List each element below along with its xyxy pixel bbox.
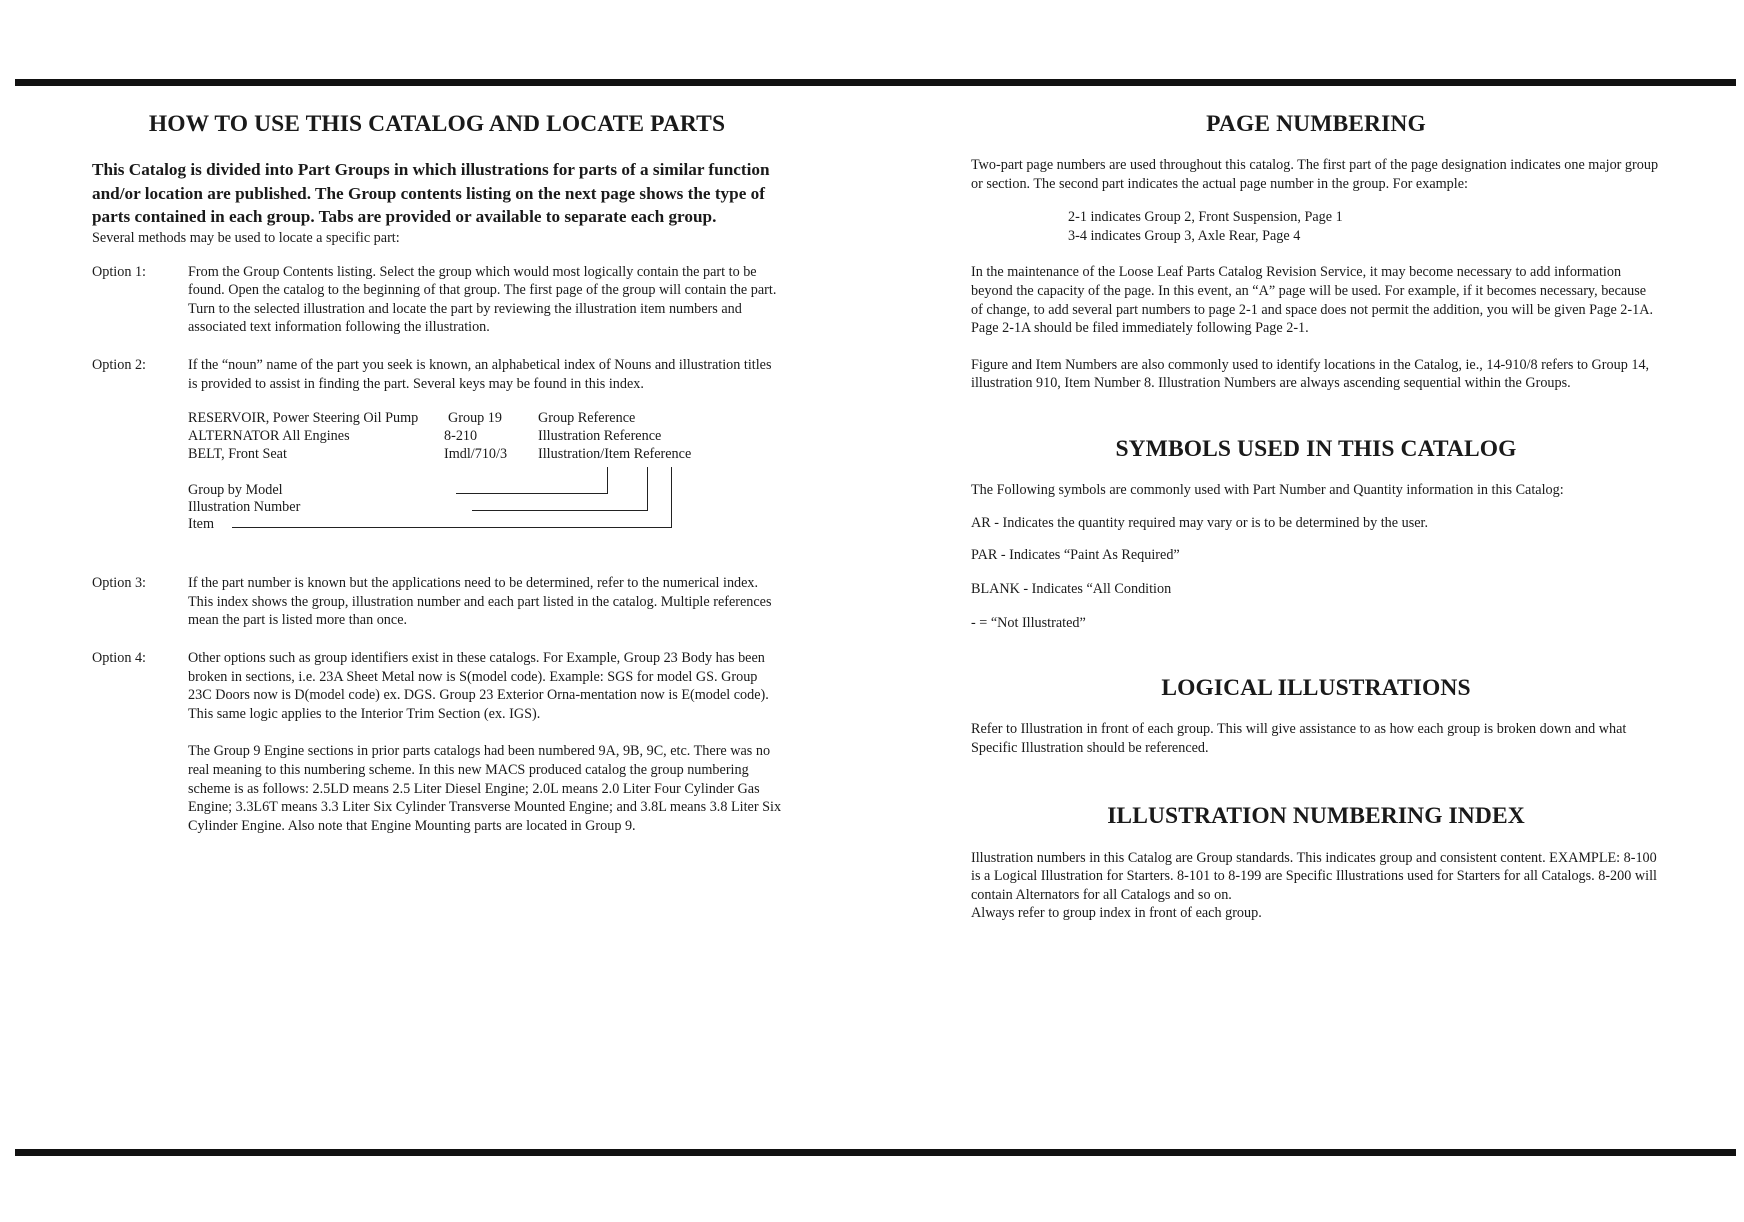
option-text: From the Group Contents listing. Select the group which would most logically contain the part to be found. Open the catalog to the beginning of that group. The first page of the group will contain the part. Turn to the selected illustration and locate the part by reviewing the illustration item numbers and associated text information following the illustration. [188,263,777,336]
leader-line [607,467,608,494]
numbering-index-note: Always refer to group index in front of each group. [971,905,1262,922]
symbol-item: BLANK - Indicates “All Condition [971,580,1172,597]
legend-key: Item [188,516,214,533]
legend-name: ALTERNATOR All Engines [188,428,350,445]
engine-sections-text: The Group 9 Engine sections in prior parts catalogs had been numbered 9A, 9B, 9C, etc. There was no real meaning to this numbering scheme. In this new MACS produced catalog the group numbering scheme is as follows: 2.5LD means 2.5 Liter Diesel Engine; 2.0L means 2.0 Liter Four Cylinder Gas Engine; 3.3L6T means 3.3 Liter Six Cylinder Transverse Mounted Engine; and 3.8L means 3.8 Liter Six Cylinder Engine. Also note that Engine Mounting parts are located in Group 9. [188,743,782,834]
legend-code: Imdl/710/3 [444,446,508,463]
legend-code: Group 19 [448,410,502,427]
option-1 [92,263,782,337]
legend-name: BELT, Front Seat [188,446,287,463]
option-2 [92,356,782,393]
legend-key: Group by Model [188,482,283,499]
symbols-title: SYMBOLS USED IN THIS CATALOG [1115,435,1517,462]
left-column [92,110,782,835]
option-label: Option 3: [92,575,146,592]
leader-line [472,510,647,511]
legend-ref: Group Reference [538,410,636,427]
illustration-numbering-index-title: ILLUSTRATION NUMBERING INDEX [1107,803,1525,830]
option-text: Other options such as group identifiers exist in these catalogs. For Example, Group 23 Body has been broken in sections, i.e. 23A Sheet Metal now is S(model code). Example: SGS for model GS. Group 23C Doors now is D(model code) ex. DGS. Group 23 Exterior Orna-mentation now is E(model code). This same logic applies to the Interior Trim Section (ex. IGS). [188,650,769,722]
bottom-rule [15,1149,1736,1156]
intro-sub: Several methods may be used to locate a specific part: [92,229,400,246]
logical-illustrations-text: Refer to Illustration in front of each group. This will give assistance to as how each group is broken down and what Specific Illustration should be referenced. [971,721,1627,756]
leader-line [232,527,671,528]
page-numbering-title: PAGE NUMBERING [1206,111,1426,137]
option-label: Option 4: [92,650,146,667]
example-line: 2-1 indicates Group 2, Front Suspension, Page 1 [1068,209,1343,226]
symbol-item: AR - Indicates the quantity required may vary or is to be determined by the user. [971,514,1429,531]
option-text: If the “noun” name of the part you seek is known, an alphabetical index of Nouns and illustration titles is provided to assist in finding the part. Several keys may be found in this index. [188,357,772,392]
page-numbering-examples [1068,208,1661,246]
page-numbering-p3: Figure and Item Numbers are also commonly used to identify locations in the Catalog, ie., 14-910/8 refers to Group 14, illustration 910, Item Number 8. Illustration Numbers are always ascending sequential within the Groups. [971,356,1650,392]
leader-line [671,467,672,528]
option-label: Option 2: [92,357,146,374]
page-numbering-p1: Two-part page numbers are used throughout this catalog. The first part of the page designation indicates one major group or section. The second part indicates the actual page number in the group. For example: [971,157,1659,192]
example-line: 3-4 indicates Group 3, Axle Rear, Page 4 [1068,228,1301,245]
option-text: If the part number is known but the applications need to be determined, refer to the numerical index. This index shows the group, illustration number and each part listed in the catalog. Multiple references mean the part is listed more than once. [188,575,772,629]
symbols-intro: The Following symbols are commonly used with Part Number and Quantity information in this Catalog: [971,482,1564,499]
leader-line [456,493,607,494]
legend-code: 8-210 [444,428,478,445]
legend-name: RESERVOIR, Power Steering Oil Pump [188,410,419,427]
option-label: Option 1: [92,263,146,280]
option-4-engine-note [92,742,782,835]
option-4 [92,649,782,723]
how-to-use-title: HOW TO USE THIS CATALOG AND LOCATE PARTS [148,111,726,137]
numbering-index-text: Illustration numbers in this Catalog are Group standards. This indicates group and consistent content. EXAMPLE: 8-100 is a Logical Illustration for Starters. 8-101 to 8-199 are Specific Illustrations used for Starters for all Catalogs. 8-200 will contain Alternators for all Catalogs and so on. [971,849,1657,903]
symbol-item: - = “Not Illustrated” [971,614,1086,631]
legend-ref: Illustration Reference [538,428,662,445]
reference-key-diagram [188,409,782,569]
logical-illustrations-title: LOGICAL ILLUSTRATIONS [1161,675,1471,702]
top-rule [15,79,1736,86]
leader-line [647,467,648,511]
intro-lead: This Catalog is divided into Part Groups in which illustrations for parts of a similar function and/or location are published. The Group contents listing on the next page shows the type of parts contained in each group. Tabs are provided or available to separate each group. [92,160,770,227]
legend-ref: Illustration/Item Reference [538,446,692,463]
symbol-item: PAR - Indicates “Paint As Required” [971,547,1180,564]
page-numbering-p2: In the maintenance of the Loose Leaf Parts Catalog Revision Service, it may become necessary to add information beyond the capacity of the page. In this event, an “A” page will be used. For example, if it becomes necessary, because of change, to add several part numbers to page 2-1 and space does not permit the addition, you will be given Page 2-1A. Page 2-1A should be filed immediately following Page 2-1. [971,264,1653,337]
right-column [971,110,1661,923]
legend-key: Illustration Number [188,499,301,516]
option-3 [92,574,782,630]
